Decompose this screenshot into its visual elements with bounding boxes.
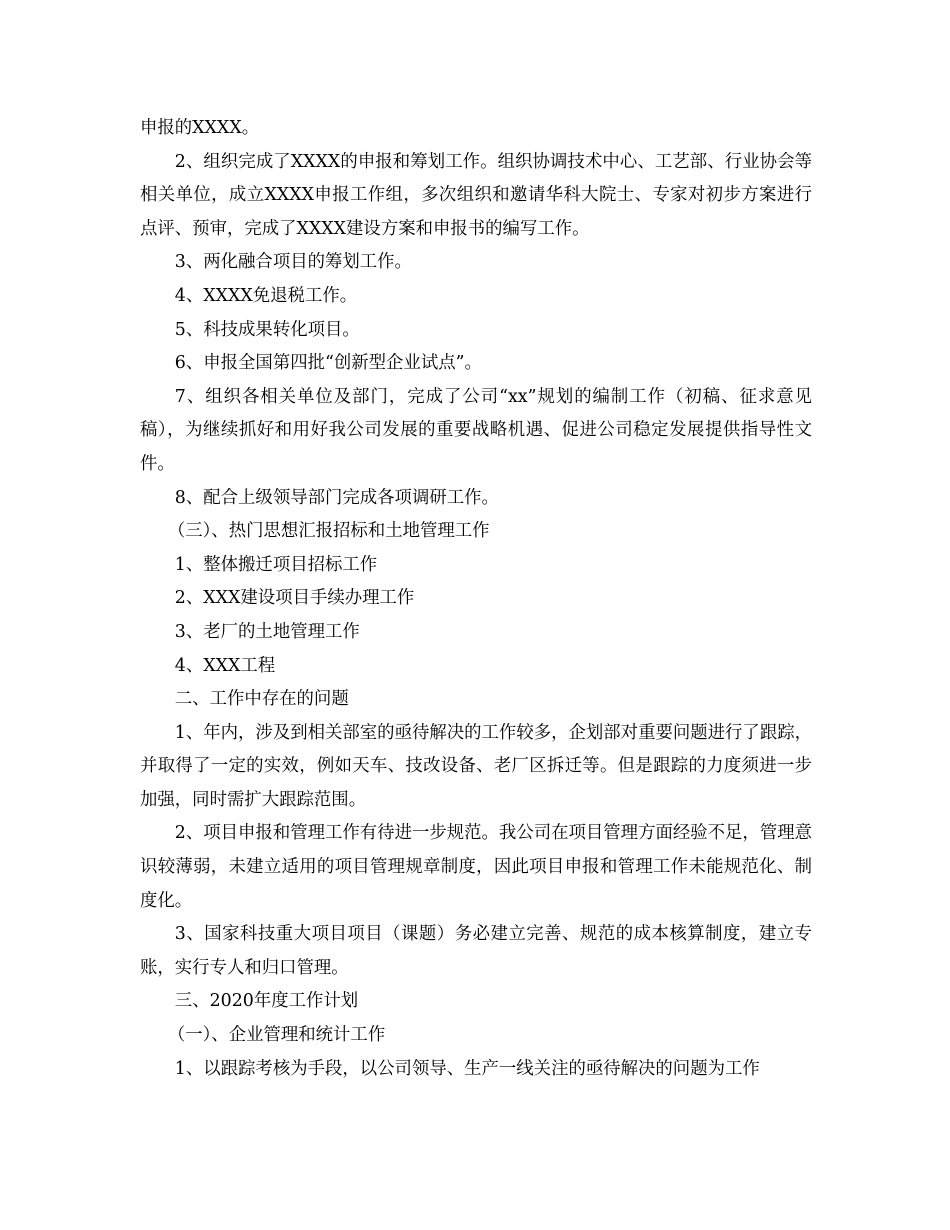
- problem-item-1: 1、年内，涉及到相关部室的亟待解决的工作较多，企划部对重要问题进行了跟踪，并取得了一定的实效，例如天车、技改设备、老厂区拆迁等。但是跟踪的力度须进一步加强，同时需扩大跟踪范围。: [140, 722, 812, 810]
- list-item-8: 8、配合上级领导部门完成各项调研工作。: [174, 487, 499, 508]
- plan-item-1: 1、以跟踪考核为手段，以公司领导、生产一线关注的亟待解决的问题为工作: [174, 1058, 760, 1079]
- paragraph-continuation: 申报的XXXX。: [140, 118, 260, 138]
- section-heading-work-plan: 三、2020年度工作计划: [174, 991, 359, 1012]
- list-item-bidding-2: 2、XXX建设项目手续办理工作: [174, 588, 415, 609]
- list-item-bidding-1: 1、整体搬迁项目招标工作: [174, 554, 378, 575]
- list-item-6: 6、申报全国第四批“创新型企业试点”。: [174, 353, 482, 374]
- document-body: [140, 112, 812, 1086]
- list-item-3: 3、两化融合项目的筹划工作。: [174, 252, 412, 273]
- problem-item-3: 3、国家科技重大项目项目（课题）务必建立完善、规范的成本核算制度，建立专账，实行专人和归口管理。: [140, 924, 812, 978]
- section-heading-management-statistics: （一）、企业管理和统计工作: [167, 1025, 386, 1046]
- list-item-2: 2、组织完成了XXXX的申报和筹划工作。组织协调技术中心、工艺部、行业协会等相关单位，成立XXXX申报工作组，多次组织和邀请华科大院士、专家对初步方案进行点评、预审，完成了XXXX建设方案和申报书的编写工作。: [140, 151, 812, 239]
- list-item-bidding-3: 3、老厂的土地管理工作: [174, 621, 360, 642]
- list-item-bidding-4: 4、XXX工程: [174, 655, 276, 676]
- problem-item-2: 2、项目申报和管理工作有待进一步规范。我公司在项目管理方面经验不足，管理意识较薄弱，未建立适用的项目管理规章制度，因此项目申报和管理工作未能规范化、制度化。: [140, 823, 812, 911]
- list-item-4: 4、XXXX免退税工作。: [174, 285, 358, 306]
- list-item-7: 7、组织各相关单位及部门，完成了公司“xx”规划的编制工作（初稿、征求意见稿），为继续抓好和用好我公司发展的重要战略机遇、促进公司稳定发展提供指导性文件。: [140, 386, 812, 474]
- section-heading-bidding-land: （三）、热门思想汇报招标和土地管理工作: [167, 521, 490, 542]
- section-heading-problems: 二、工作中存在的问题: [174, 689, 349, 710]
- list-item-5: 5、科技成果转化项目。: [174, 319, 360, 340]
